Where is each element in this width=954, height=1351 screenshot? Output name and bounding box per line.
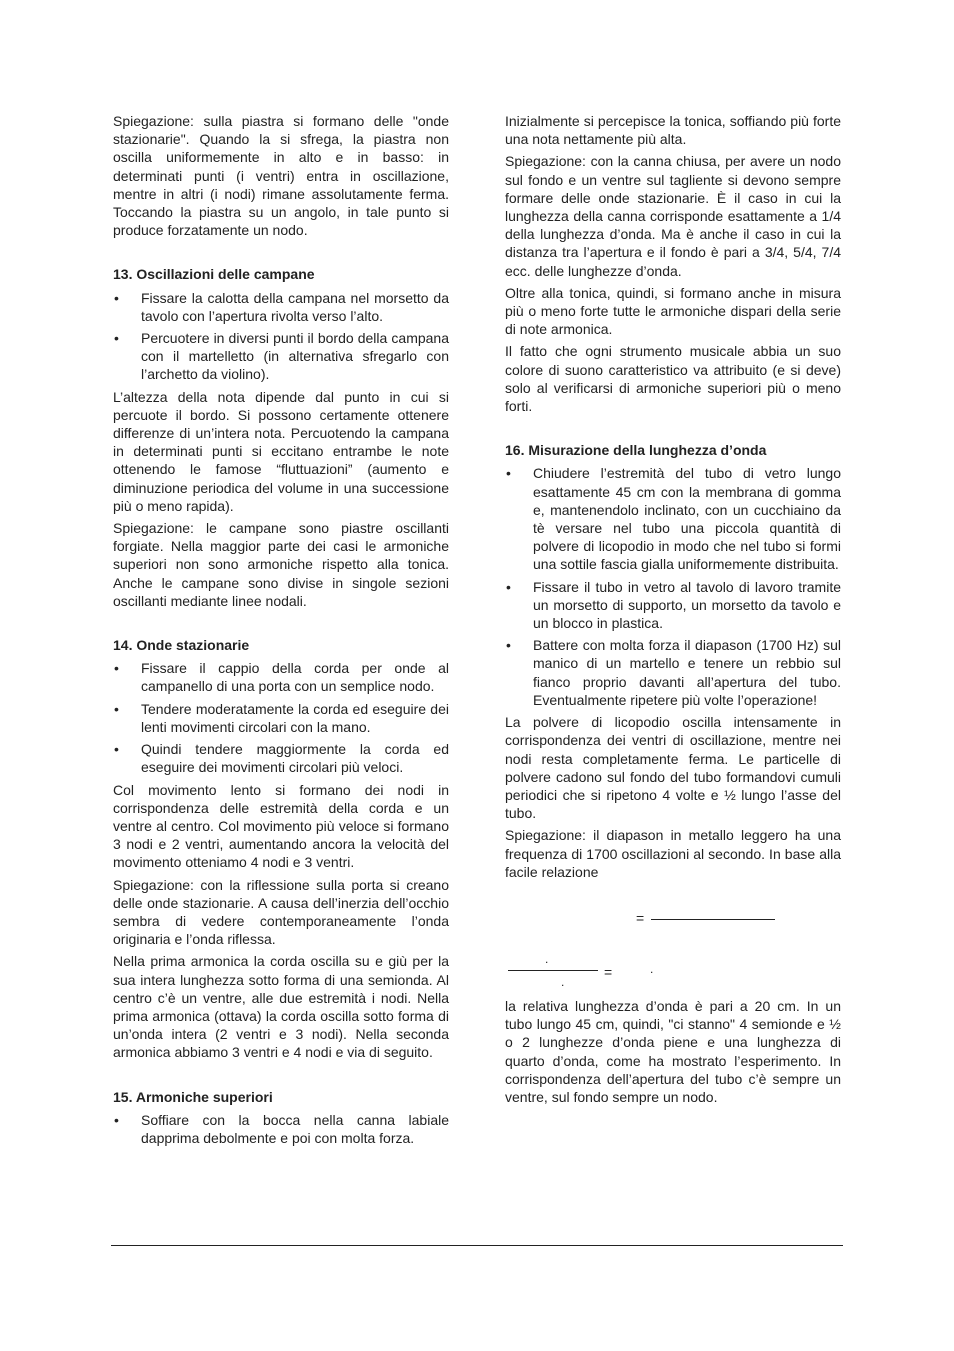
list-item: • Soffiare con la bocca nella canna labiale dapprima debolmente e poi con molta forza. (114, 1111, 449, 1146)
bullet-icon: • (114, 700, 119, 717)
list-item: • Fissare la calotta della campana nel morsetto da tavolo con l’apertura rivolta verso l’alto. (114, 289, 449, 324)
formula-dot: . (561, 974, 565, 989)
section-15-odd-harmonics: Oltre alla tonica, quindi, si formano anche in misura più o meno forte tutte le armoniche dispari della serie di note armonica. (505, 284, 841, 338)
bullet-icon: • (114, 660, 119, 677)
section-15-timbre: Il fatto che ogni strumento musicale abbia un suo colore di suono caratteristico va attribuito (e si deve) solo al verificarsi di armoniche superiori più o meno forti. (505, 343, 841, 415)
section-16-heading: 16. Misurazione della lunghezza d’onda (505, 442, 767, 459)
footer-divider (111, 1245, 843, 1246)
section-13-list (113, 289, 449, 384)
section-14-paragraph: Col movimento lento si formano dei nodi in corrispondenza delle estremità della corda e un ventre al centro. Col movimento più veloce si formano 3 nodi e 2 ventri, aumentando ancora la velocità del movimento otteniamo 4 nodi e 3 ventri. (113, 781, 449, 871)
section-15-explanation: Spiegazione: con la canna chiusa, per avere un nodo sul fondo e un ventre sul tagliente si devono sempre formare delle onde stazionarie. È il caso in cui la lunghezza della canna corrisponde esattamente a 1/4 della lunghezza d’onda. Ma è anche il caso in cui la distanza tra l’apertura e il fondo è pari a 3/4, 5/4, 7/4 ecc. delle lunghezze d’onda. (505, 153, 841, 279)
bullet-icon: • (114, 330, 119, 347)
section-15-heading: 15. Armoniche superiori (113, 1088, 273, 1105)
fraction-bar (651, 919, 775, 920)
bullet-icon: • (506, 637, 511, 654)
section-13-heading: 13. Oscillazioni delle campane (113, 266, 315, 283)
intro-paragraph: Spiegazione: sulla piastra si formano delle "onde stazionarie". Quando la si sfrega, la piastra non oscilla uniformemente in alto e in basso: in determinati punti (i ventri) entra in oscillazione, mentre in altri (i nodi) rimane assolutamente ferma. Toccando la piastra su un angolo, in tale punto si produce forzatamente un nodo. (113, 113, 449, 239)
equals-sign: = (636, 909, 645, 926)
bullet-icon: • (506, 465, 511, 482)
section-14-heading: 14. Onde stazionarie (113, 637, 250, 654)
equals-sign: = (604, 963, 613, 980)
section-16-result: la relativa lunghezza d’onda è pari a 20 cm. In un tubo lungo 45 cm, quindi, "ci stanno" 4 semionde e ½ o 2 lunghezze d’onda piene e una lunghezza di quarto d’onda, come ha mostrato l’esperimento. In corrispondenza dell’apertura del tubo c’è sempre un ventre, sul fondo sempre un nodo. (505, 997, 841, 1105)
section-15-paragraph: Inizialmente si percepisce la tonica, soffiando più forte una nota nettamente più alta. (505, 113, 841, 148)
section-14-explanation: Spiegazione: con la riflessione sulla porta si creano delle onde stazionarie. A causa dell’inerzia dell’occhio sembra di vedere contemporaneamente l’onda originaria e l’onda riflessa. (113, 876, 449, 948)
section-13-explanation: Spiegazione: le campane sono piastre oscillanti forgiate. Nella maggior parte dei casi le armoniche superiori non sono armoniche rispetto alla tonica. Anche le campane sono divise in singole sezioni oscillanti mediante linee nodali. (113, 520, 449, 609)
left-column (113, 112, 449, 1151)
bullet-icon: • (114, 741, 119, 758)
formula-dot: . (650, 961, 654, 976)
right-column (505, 112, 841, 1110)
section-16-list (505, 464, 841, 709)
bullet-icon: • (114, 1111, 119, 1128)
section-15-list (113, 1111, 449, 1147)
section-14-harmonics: Nella prima armonica la corda oscilla su e giù per la sua intera lunghezza sotto forma di una semionda. Al centro c’è un ventre, alle due estremità i nodi. Nella prima armonica (ottava) la corda oscilla sotto forma di un’onda intera (2 ventri e 3 nodi). Nella seconda armonica abbiamo 3 ventri e 4 nodi e via di seguito. (113, 953, 449, 1061)
section-16-explanation: Spiegazione: il diapason in metallo leggero ha una frequenza di 1700 oscillazioni al secondo. In base alla facile relazione (505, 827, 841, 880)
section-14-list (113, 659, 449, 776)
list-item: • Percuotere in diversi punti il bordo della campana con il martelletto (in alternativa sfregarlo con l’archetto da violino). (114, 330, 449, 383)
list-item: • Tendere moderatamente la corda ed eseguire dei lenti movimenti circolari con la mano. (114, 700, 449, 735)
formula-dot: . (545, 951, 549, 966)
list-item: • Fissare il tubo in vetro al tavolo di lavoro tramite un morsetto di supporto, un morsetto da tavolo e un blocco in plastica. (506, 578, 841, 632)
list-item: • Battere con molta forza il diapason (1700 Hz) sul manico di un martello e tenere un rebbio sul fianco proprio davanti all’apertura del tubo. Eventualmente ripetere più volte l’operazione! (506, 637, 841, 708)
wavelength-formula (505, 885, 841, 997)
bullet-icon: • (506, 578, 511, 595)
fraction-bar (508, 970, 598, 971)
section-16-paragraph: La polvere di licopodio oscilla intensamente in corrispondenza dei ventri di oscillazione, mentre nei nodi resta completamente ferma. Le particelle di polvere cadono sul fondo del tubo formandovi cumuli periodici che si ripetono 4 volte e ½ lungo l’asse del tubo. (505, 714, 841, 822)
section-13-paragraph: L’altezza della nota dipende dal punto in cui si percuote il bordo. Si possono certamente ottenere differenze di un’intera nota. Percuotendo la campana in determinati punti si eccitano entrambe le note ottenendo le famose “fluttuazioni” (aumento e diminuzione periodica del volume in una successione più o meno rapida). (113, 388, 449, 514)
bullet-icon: • (114, 289, 119, 306)
list-item: • Chiudere l’estremità del tubo di vetro lungo esattamente 45 cm con la membrana di gomma e, mantenendolo inclinato, con un cucchiaino da tè versare nel tubo una piccola quantità di polvere di licopodio in modo che nel tubo si formi una sottile fascia gialla uniformemente distribuita. (506, 465, 841, 573)
list-item: • Quindi tendere maggiormente la corda ed eseguire dei movimenti circolari più veloci. (114, 741, 449, 776)
list-item: • Fissare il cappio della corda per onde al campanello di una porta con un semplice nodo. (114, 660, 449, 695)
